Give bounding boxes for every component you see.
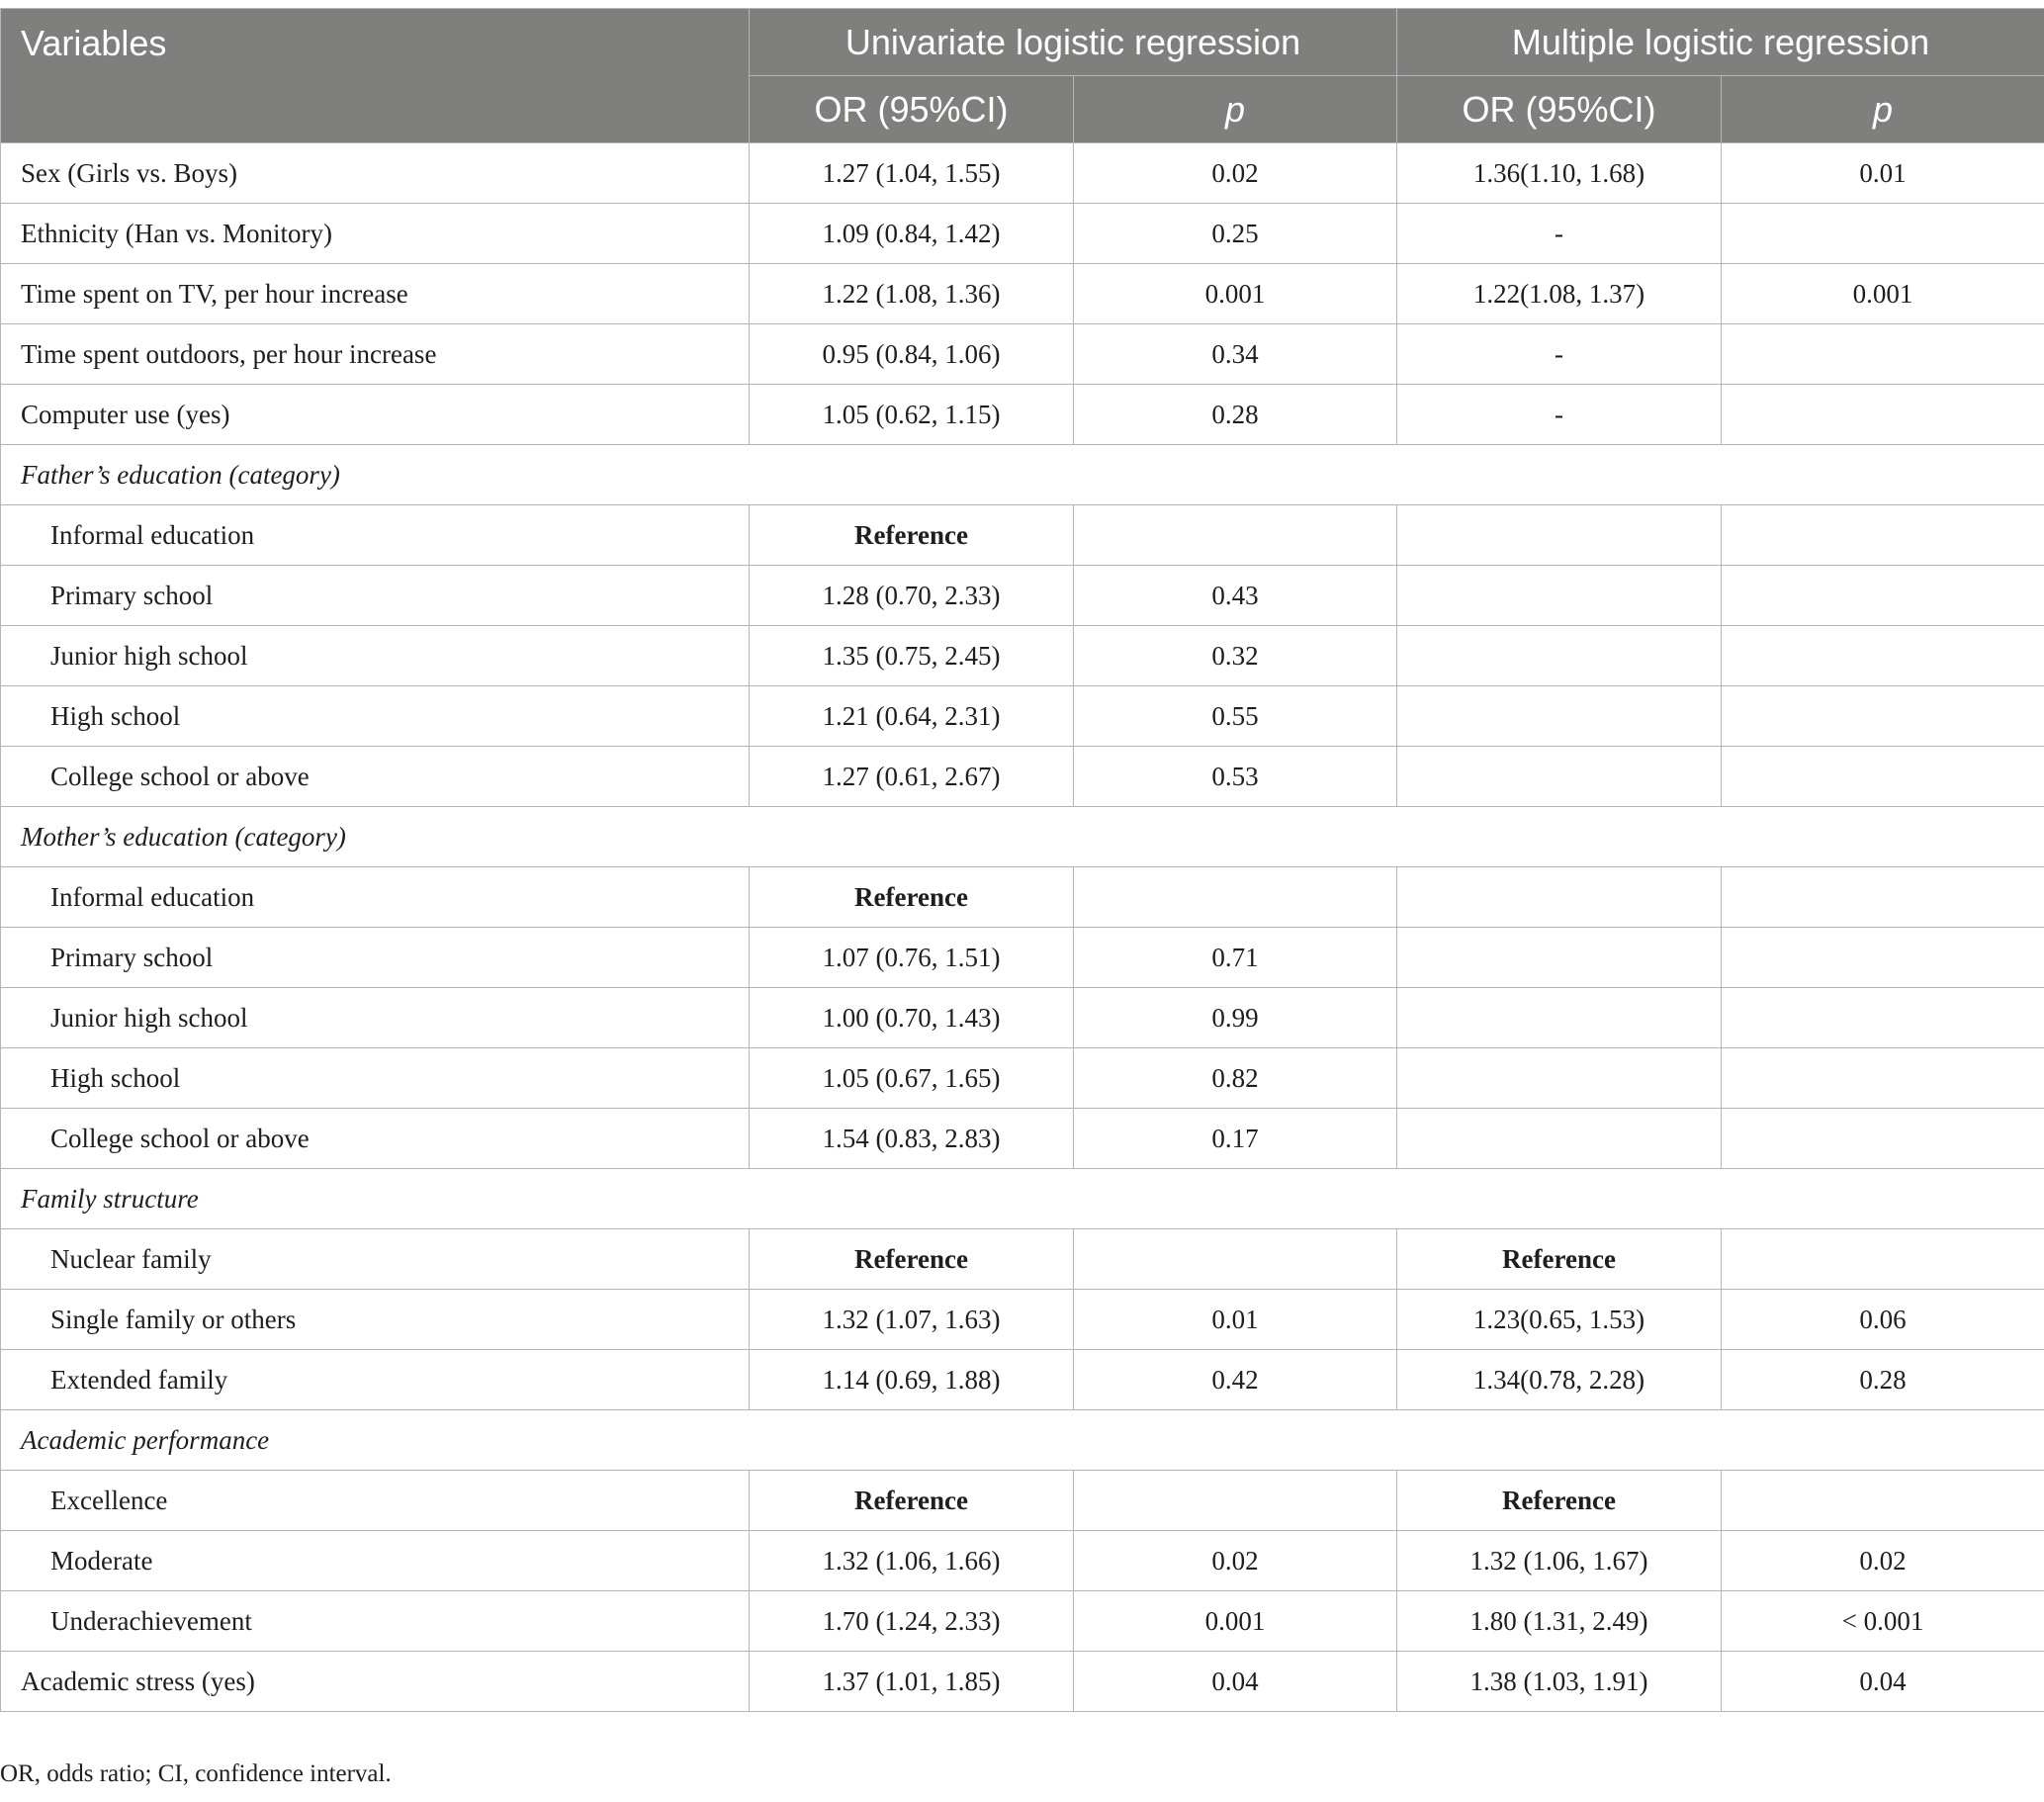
multiple-or-cell: - <box>1397 204 1722 264</box>
univariate-or-cell: 1.14 (0.69, 1.88) <box>750 1350 1074 1410</box>
table-row <box>1 324 2044 385</box>
univariate-or-cell: 1.22 (1.08, 1.36) <box>750 264 1074 324</box>
variable-cell: Extended family <box>1 1350 750 1410</box>
variable-cell: Primary school <box>1 566 750 626</box>
table-row <box>1 867 2044 928</box>
table-row <box>1 505 2044 566</box>
table-row <box>1 988 2044 1048</box>
table-row <box>1 747 2044 807</box>
multiple-or-cell: - <box>1397 324 1722 385</box>
univariate-or-cell: 0.95 (0.84, 1.06) <box>750 324 1074 385</box>
multiple-p-cell <box>1722 1229 2044 1290</box>
table-row <box>1 1591 2044 1652</box>
univariate-p-cell <box>1074 505 1397 566</box>
multiple-p-cell <box>1722 324 2044 385</box>
variables-header: Variables <box>1 9 750 143</box>
table-row <box>1 1652 2044 1712</box>
multiple-or-cell: 1.22(1.08, 1.37) <box>1397 264 1722 324</box>
variable-cell: Primary school <box>1 928 750 988</box>
multiple-p-cell <box>1722 747 2044 807</box>
univariate-p-cell: 0.01 <box>1074 1290 1397 1350</box>
univariate-or-cell: Reference <box>750 505 1074 566</box>
multiple-or-cell: Reference <box>1397 1229 1722 1290</box>
multiple-or-cell <box>1397 566 1722 626</box>
variable-cell: Moderate <box>1 1531 750 1591</box>
multiple-or-cell: 1.80 (1.31, 2.49) <box>1397 1591 1722 1652</box>
univariate-p-cell: 0.82 <box>1074 1048 1397 1109</box>
multiple-p-cell <box>1722 928 2044 988</box>
multiple-or-cell <box>1397 626 1722 686</box>
variable-cell: High school <box>1 1048 750 1109</box>
multiple-or-cell: 1.36(1.10, 1.68) <box>1397 143 1722 204</box>
multiple-or-cell <box>1397 505 1722 566</box>
regression-table-container <box>0 8 2044 1712</box>
section-label: Mother’s education (category) <box>1 807 2044 867</box>
multiple-or-ci-header: OR (95%CI) <box>1397 76 1722 143</box>
table-body <box>1 143 2044 1712</box>
multiple-p-cell <box>1722 867 2044 928</box>
multiple-p-cell: 0.04 <box>1722 1652 2044 1712</box>
multiple-p-cell <box>1722 1048 2044 1109</box>
variable-cell: High school <box>1 686 750 747</box>
univariate-p-cell: 0.04 <box>1074 1652 1397 1712</box>
multiple-p-cell: 0.001 <box>1722 264 2044 324</box>
univariate-or-cell: 1.70 (1.24, 2.33) <box>750 1591 1074 1652</box>
variable-cell: College school or above <box>1 1109 750 1169</box>
table-row <box>1 1350 2044 1410</box>
univariate-or-cell: 1.35 (0.75, 2.45) <box>750 626 1074 686</box>
table-row <box>1 1048 2044 1109</box>
variable-cell: Junior high school <box>1 626 750 686</box>
multiple-or-cell <box>1397 1048 1722 1109</box>
section-label: Father’s education (category) <box>1 445 2044 505</box>
table-row <box>1 928 2044 988</box>
univariate-p-cell <box>1074 867 1397 928</box>
univariate-p-cell: 0.001 <box>1074 1591 1397 1652</box>
variable-cell: Junior high school <box>1 988 750 1048</box>
multiple-or-cell <box>1397 867 1722 928</box>
variable-cell: Nuclear family <box>1 1229 750 1290</box>
univariate-or-cell: 1.05 (0.67, 1.65) <box>750 1048 1074 1109</box>
table-row <box>1 1229 2044 1290</box>
multiple-p-cell <box>1722 988 2044 1048</box>
variable-cell: Excellence <box>1 1471 750 1531</box>
multiple-p-cell <box>1722 686 2044 747</box>
univariate-or-cell: 1.54 (0.83, 2.83) <box>750 1109 1074 1169</box>
univariate-or-cell: 1.21 (0.64, 2.31) <box>750 686 1074 747</box>
multiple-or-cell: 1.23(0.65, 1.53) <box>1397 1290 1722 1350</box>
variable-cell: Academic stress (yes) <box>1 1652 750 1712</box>
multiple-p-cell <box>1722 566 2044 626</box>
univariate-p-cell <box>1074 1471 1397 1531</box>
multiple-p-cell: 0.01 <box>1722 143 2044 204</box>
multiple-or-cell: 1.38 (1.03, 1.91) <box>1397 1652 1722 1712</box>
univariate-or-cell: 1.37 (1.01, 1.85) <box>750 1652 1074 1712</box>
variable-cell: Time spent on TV, per hour increase <box>1 264 750 324</box>
table-row <box>1 385 2044 445</box>
multiple-p-cell <box>1722 385 2044 445</box>
univariate-or-cell: 1.09 (0.84, 1.42) <box>750 204 1074 264</box>
univariate-p-cell: 0.17 <box>1074 1109 1397 1169</box>
univariate-p-header: p <box>1074 76 1397 143</box>
univariate-or-cell: 1.28 (0.70, 2.33) <box>750 566 1074 626</box>
section-row <box>1 807 2044 867</box>
multiple-or-cell: Reference <box>1397 1471 1722 1531</box>
univariate-or-cell: 1.32 (1.07, 1.63) <box>750 1290 1074 1350</box>
table-row <box>1 1471 2044 1531</box>
multiple-p-cell <box>1722 204 2044 264</box>
univariate-or-cell: 1.27 (0.61, 2.67) <box>750 747 1074 807</box>
table-row <box>1 204 2044 264</box>
variable-cell: Single family or others <box>1 1290 750 1350</box>
multiple-p-cell: < 0.001 <box>1722 1591 2044 1652</box>
univariate-p-cell: 0.55 <box>1074 686 1397 747</box>
table-row <box>1 1109 2044 1169</box>
multiple-p-cell: 0.02 <box>1722 1531 2044 1591</box>
variable-cell: Ethnicity (Han vs. Monitory) <box>1 204 750 264</box>
section-label: Academic performance <box>1 1410 2044 1471</box>
univariate-or-cell: Reference <box>750 1471 1074 1531</box>
multiple-p-cell: 0.06 <box>1722 1290 2044 1350</box>
multiple-or-cell <box>1397 686 1722 747</box>
table-row <box>1 566 2044 626</box>
univariate-p-cell: 0.43 <box>1074 566 1397 626</box>
multiple-or-cell <box>1397 928 1722 988</box>
multiple-p-cell <box>1722 1109 2044 1169</box>
multiple-or-cell <box>1397 988 1722 1048</box>
multiple-or-cell <box>1397 1109 1722 1169</box>
table-row <box>1 626 2044 686</box>
table-row <box>1 143 2044 204</box>
univariate-header: Univariate logistic regression <box>750 9 1397 76</box>
univariate-p-cell: 0.25 <box>1074 204 1397 264</box>
multiple-p-cell <box>1722 505 2044 566</box>
univariate-p-cell: 0.34 <box>1074 324 1397 385</box>
univariate-or-cell: Reference <box>750 1229 1074 1290</box>
multiple-p-cell <box>1722 1471 2044 1531</box>
univariate-p-cell: 0.53 <box>1074 747 1397 807</box>
univariate-or-cell: 1.32 (1.06, 1.66) <box>750 1531 1074 1591</box>
variable-cell: Sex (Girls vs. Boys) <box>1 143 750 204</box>
univariate-p-cell: 0.02 <box>1074 143 1397 204</box>
variable-cell: College school or above <box>1 747 750 807</box>
table-row <box>1 1290 2044 1350</box>
table-row <box>1 264 2044 324</box>
regression-table <box>0 8 2044 1712</box>
univariate-or-cell: 1.05 (0.62, 1.15) <box>750 385 1074 445</box>
univariate-p-cell <box>1074 1229 1397 1290</box>
univariate-p-cell: 0.42 <box>1074 1350 1397 1410</box>
section-label: Family structure <box>1 1169 2044 1229</box>
variable-cell: Informal education <box>1 505 750 566</box>
variable-cell: Underachievement <box>1 1591 750 1652</box>
multiple-header: Multiple logistic regression <box>1397 9 2044 76</box>
section-row <box>1 1169 2044 1229</box>
table-header <box>1 9 2044 143</box>
univariate-p-cell: 0.02 <box>1074 1531 1397 1591</box>
univariate-or-cell: 1.27 (1.04, 1.55) <box>750 143 1074 204</box>
univariate-or-cell: 1.00 (0.70, 1.43) <box>750 988 1074 1048</box>
variable-cell: Informal education <box>1 867 750 928</box>
multiple-or-cell <box>1397 747 1722 807</box>
univariate-or-cell: 1.07 (0.76, 1.51) <box>750 928 1074 988</box>
multiple-p-cell <box>1722 626 2044 686</box>
section-row <box>1 1410 2044 1471</box>
multiple-p-cell: 0.28 <box>1722 1350 2044 1410</box>
univariate-or-cell: Reference <box>750 867 1074 928</box>
multiple-p-header: p <box>1722 76 2044 143</box>
univariate-p-cell: 0.28 <box>1074 385 1397 445</box>
multiple-or-cell: 1.32 (1.06, 1.67) <box>1397 1531 1722 1591</box>
section-row <box>1 445 2044 505</box>
univariate-p-cell: 0.71 <box>1074 928 1397 988</box>
univariate-or-ci-header: OR (95%CI) <box>750 76 1074 143</box>
univariate-p-cell: 0.99 <box>1074 988 1397 1048</box>
table-row <box>1 1531 2044 1591</box>
table-footnote: OR, odds ratio; CI, confidence interval. <box>0 1760 392 1787</box>
univariate-p-cell: 0.32 <box>1074 626 1397 686</box>
univariate-p-cell: 0.001 <box>1074 264 1397 324</box>
variable-cell: Time spent outdoors, per hour increase <box>1 324 750 385</box>
table-row <box>1 686 2044 747</box>
variable-cell: Computer use (yes) <box>1 385 750 445</box>
multiple-or-cell: 1.34(0.78, 2.28) <box>1397 1350 1722 1410</box>
multiple-or-cell: - <box>1397 385 1722 445</box>
